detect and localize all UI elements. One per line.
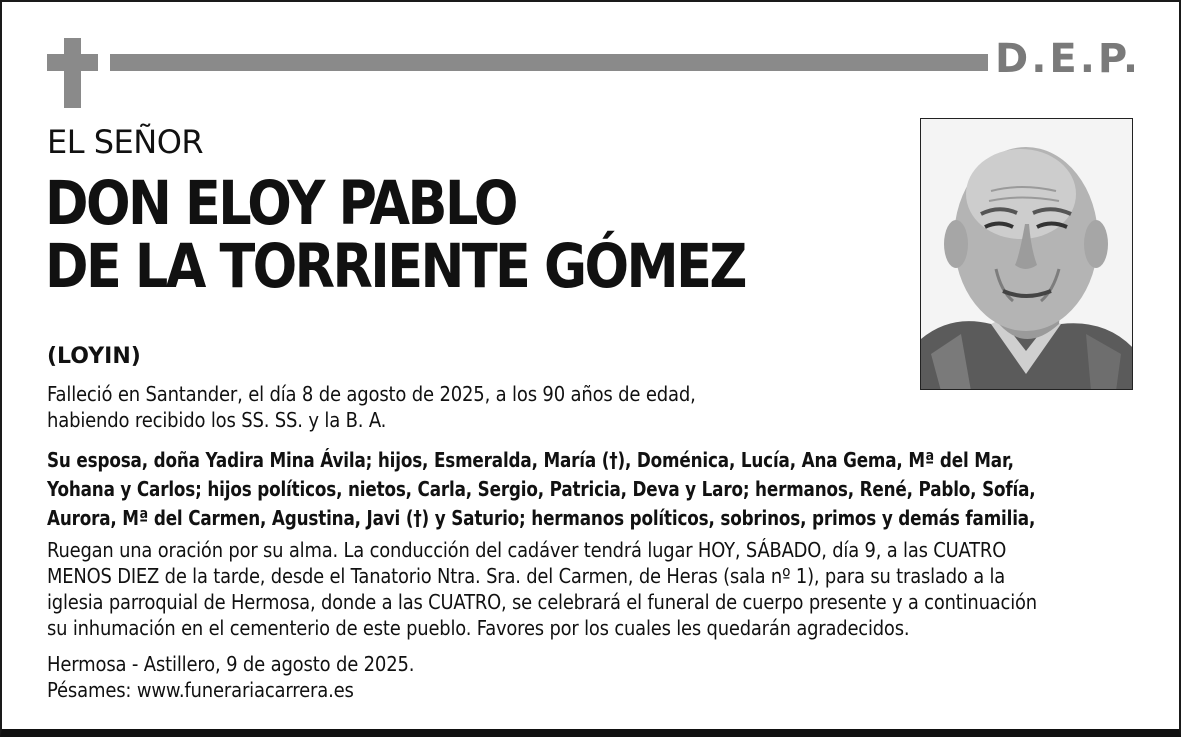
name-line-2: DE LA TORRIENTE GÓMEZ <box>45 231 745 302</box>
deceased-name <box>45 168 745 302</box>
place-date: Hermosa - Astillero, 9 de agosto de 2025. <box>47 652 415 676</box>
portrait-photo <box>920 118 1133 390</box>
request-line-1: Ruegan una oración por su alma. La conducción del cadáver tendrá lugar HOY, SÁBADO, día 9, a las CUATRO <box>47 538 1007 562</box>
death-notice-line-1: Falleció en Santander, el día 8 de agosto de 2025, a los 90 años de edad, <box>47 382 696 406</box>
cross-icon <box>64 38 81 108</box>
death-notice-line-2: habiendo recibido los SS. SS. y la B. A. <box>47 408 387 432</box>
request-line-4: su inhumación en el cementerio de este pueblo. Favores por los cuales les quedarán agradecidos. <box>47 616 910 640</box>
family-line-3: Aurora, Mª del Carmen, Agustina, Javi (†) y Saturio; hermanos políticos, sobrinos, primos y demás familia, <box>47 506 1036 530</box>
title-label: EL SEÑOR <box>47 123 204 161</box>
name-line-1: DON ELOY PABLO <box>45 168 516 239</box>
condolences-link[interactable]: Pésames: www.funerariacarrera.es <box>47 678 354 702</box>
request-line-2: MENOS DIEZ de la tarde, desde el Tanatorio Ntra. Sra. del Carmen, de Heras (sala nº 1), para su traslado a la <box>47 564 1006 588</box>
header-rule <box>110 54 988 71</box>
family-line-2: Yohana y Carlos; hijos políticos, nietos, Carla, Sergio, Patricia, Deva y Laro; hermanos, René, Pablo, Sofía, <box>47 477 1036 501</box>
request-line-3: iglesia parroquial de Hermosa, donde a las CUATRO, se celebrará el funeral de cuerpo presente y a continuación <box>47 590 1037 614</box>
funeral-request <box>47 537 1037 641</box>
death-notice <box>47 381 696 433</box>
family-list <box>47 446 1036 533</box>
portrait-image <box>921 119 1133 390</box>
cross-icon-bar <box>47 54 98 71</box>
footer <box>47 651 414 703</box>
family-line-1: Su esposa, doña Yadira Mina Ávila; hijos, Esmeralda, María (†), Doménica, Lucía, Ana Gema, Mª del Mar, <box>47 448 1014 472</box>
nickname: (LOYIN) <box>47 344 141 369</box>
dep-label: D.E.P. <box>995 36 1142 82</box>
